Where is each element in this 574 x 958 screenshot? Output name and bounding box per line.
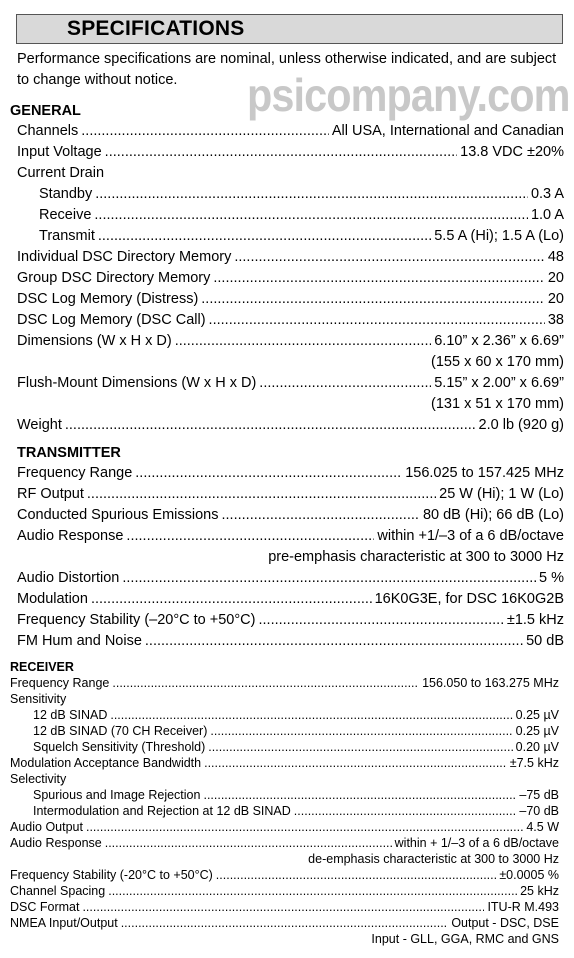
spec-label: Receive	[39, 207, 92, 223]
receiver-heading: RECEIVER	[10, 660, 74, 674]
spec-value: 6.10” x 2.36” x 6.69”	[434, 333, 564, 349]
spec-value: ±1.5 kHz	[506, 612, 564, 628]
spec-value-continued: pre-emphasis characteristic at 300 to 3000 Hz	[268, 549, 564, 565]
spec-row-weight	[17, 417, 564, 433]
spec-value-continued: Input - GLL, GGA, RMC and GNS	[371, 932, 559, 946]
spec-label: Group DSC Directory Memory	[17, 270, 211, 286]
watermark: psicompany.com	[247, 69, 570, 121]
title-bar	[16, 14, 563, 44]
spec-row-input-voltage	[17, 144, 564, 160]
spec-value: 0.25 µV	[515, 724, 559, 738]
spec-row-intermod	[33, 804, 559, 818]
spec-row-receive	[39, 207, 564, 223]
spec-row-transmit	[39, 228, 564, 244]
spec-label: Audio Distortion	[17, 570, 120, 586]
spec-value-continued: de-emphasis characteristic at 300 to 3000 Hz	[308, 852, 559, 866]
spec-value: 48	[547, 249, 564, 265]
spec-row-audio-distortion	[17, 570, 564, 586]
spec-value: 0.20 µV	[515, 740, 559, 754]
spec-label: Conducted Spurious Emissions	[17, 507, 219, 523]
spec-label: DSC Log Memory (DSC Call)	[17, 312, 206, 328]
spec-value: 2.0 lb (920 g)	[478, 417, 564, 433]
spec-label: 12 dB SINAD	[33, 708, 108, 722]
spec-row-modulation	[17, 591, 564, 607]
spec-value: –75 dB	[519, 788, 559, 802]
spec-label: Channels	[17, 123, 79, 139]
spec-value: 16K0G3E, for DSC 16K0G2B	[374, 591, 564, 607]
spec-label: Spurious and Image Rejection	[33, 788, 201, 802]
spec-row-spurious-emissions	[17, 507, 564, 523]
spec-row-rx-audio-response	[10, 836, 559, 850]
spec-value: ±7.5 kHz	[509, 756, 559, 770]
spec-label: Audio Response	[10, 836, 102, 850]
spec-label: DSC Log Memory (Distress)	[17, 291, 199, 307]
spec-row-dsc-format	[10, 900, 559, 914]
spec-value: 80 dB (Hi); 66 dB (Lo)	[422, 507, 564, 523]
spec-value: 5 %	[539, 570, 564, 586]
spec-label: Input Voltage	[17, 144, 102, 160]
spec-value: 5.15” x 2.00” x 6.69”	[434, 375, 564, 391]
spec-row-fm-hum	[17, 633, 564, 649]
spec-value: 20	[547, 291, 564, 307]
spec-row-dsc-log-distress	[17, 291, 564, 307]
general-heading: GENERAL	[10, 103, 81, 119]
spec-label: Audio Response	[17, 528, 124, 544]
spec-row-audio-output	[10, 820, 559, 834]
spec-label: FM Hum and Noise	[17, 633, 142, 649]
spec-row-spurious-image	[33, 788, 559, 802]
spec-label: Squelch Sensitivity (Threshold)	[33, 740, 206, 754]
current-drain-label: Current Drain	[17, 165, 105, 181]
spec-row-rx-frequency-stability	[10, 868, 559, 882]
spec-label: Weight	[17, 417, 62, 433]
spec-row-group-dsc	[17, 270, 564, 286]
spec-value: 0.25 µV	[515, 708, 559, 722]
page-title: SPECIFICATIONS	[67, 17, 245, 40]
spec-label: NMEA Input/Output	[10, 916, 118, 930]
spec-row-flush-dimensions	[17, 375, 564, 391]
spec-value: 20	[547, 270, 564, 286]
spec-row-individual-dsc	[17, 249, 564, 265]
spec-value: 25 kHz	[520, 884, 559, 898]
spec-label: DSC Format	[10, 900, 80, 914]
spec-value: 156.050 to 163.275 MHz	[422, 676, 559, 690]
spec-value-continued: (131 x 51 x 170 mm)	[431, 396, 564, 412]
spec-label: Dimensions (W x H x D)	[17, 333, 172, 349]
spec-row-squelch	[33, 740, 559, 754]
spec-row-channels	[17, 123, 564, 139]
spec-row-sinad12	[33, 708, 559, 722]
spec-row-tx-frequency-range	[17, 465, 564, 481]
spec-label: Individual DSC Directory Memory	[17, 249, 232, 265]
spec-value: within +1/–3 of a 6 dB/octave	[377, 528, 564, 544]
spec-value: within + 1/–3 of a 6 dB/octave	[394, 836, 559, 850]
selectivity-label: Selectivity	[10, 772, 67, 786]
spec-value: 25 W (Hi); 1 W (Lo)	[439, 486, 564, 502]
sensitivity-label: Sensitivity	[10, 692, 67, 706]
spec-value: 0.3 A	[530, 186, 564, 202]
spec-value: All USA, International and Canadian	[331, 123, 564, 139]
spec-label: RF Output	[17, 486, 84, 502]
spec-value: 156.025 to 157.425 MHz	[405, 465, 564, 481]
spec-row-channel-spacing	[10, 884, 559, 898]
spec-row-sinad70	[33, 724, 559, 738]
spec-label: Modulation Acceptance Bandwidth	[10, 756, 202, 770]
intro-text: Performance specifications are nominal, unless otherwise indicated, and are subject to change without notice.	[17, 51, 557, 88]
spec-value: ITU-R M.493	[487, 900, 559, 914]
spec-row-standby	[39, 186, 564, 202]
spec-row-rf-output	[17, 486, 564, 502]
spec-row-nmea	[10, 916, 559, 930]
spec-value: Output - DSC, DSE	[451, 916, 559, 930]
spec-value: –70 dB	[519, 804, 559, 818]
spec-value: 1.0 A	[530, 207, 564, 223]
spec-row-dsc-log-call	[17, 312, 564, 328]
spec-label: Modulation	[17, 591, 88, 607]
spec-label: Standby	[39, 186, 93, 202]
spec-row-mod-bandwidth	[10, 756, 559, 770]
spec-value: 4.5 W	[526, 820, 559, 834]
spec-label: Intermodulation and Rejection at 12 dB SINAD	[33, 804, 291, 818]
spec-label: Frequency Range	[10, 676, 110, 690]
spec-row-tx-audio-response	[17, 528, 564, 544]
transmitter-heading: TRANSMITTER	[17, 445, 121, 461]
spec-label: Frequency Range	[17, 465, 133, 481]
spec-label: 12 dB SINAD (70 CH Receiver)	[33, 724, 208, 738]
spec-value-continued: (155 x 60 x 170 mm)	[431, 354, 564, 370]
spec-label: Frequency Stability (-20°C to +50°C)	[10, 868, 213, 882]
spec-value: 5.5 A (Hi); 1.5 A (Lo)	[434, 228, 564, 244]
spec-value: ±0.0005 %	[499, 868, 559, 882]
spec-value: 13.8 VDC ±20%	[460, 144, 564, 160]
spec-row-tx-frequency-stability	[17, 612, 564, 628]
spec-row-dimensions	[17, 333, 564, 349]
spec-label: Flush-Mount Dimensions (W x H x D)	[17, 375, 257, 391]
spec-row-rx-frequency-range	[10, 676, 559, 690]
spec-label: Transmit	[39, 228, 95, 244]
spec-label: Audio Output	[10, 820, 83, 834]
spec-value: 50 dB	[526, 633, 564, 649]
spec-label: Frequency Stability (–20°C to +50°C)	[17, 612, 256, 628]
spec-label: Channel Spacing	[10, 884, 106, 898]
spec-value: 38	[547, 312, 564, 328]
